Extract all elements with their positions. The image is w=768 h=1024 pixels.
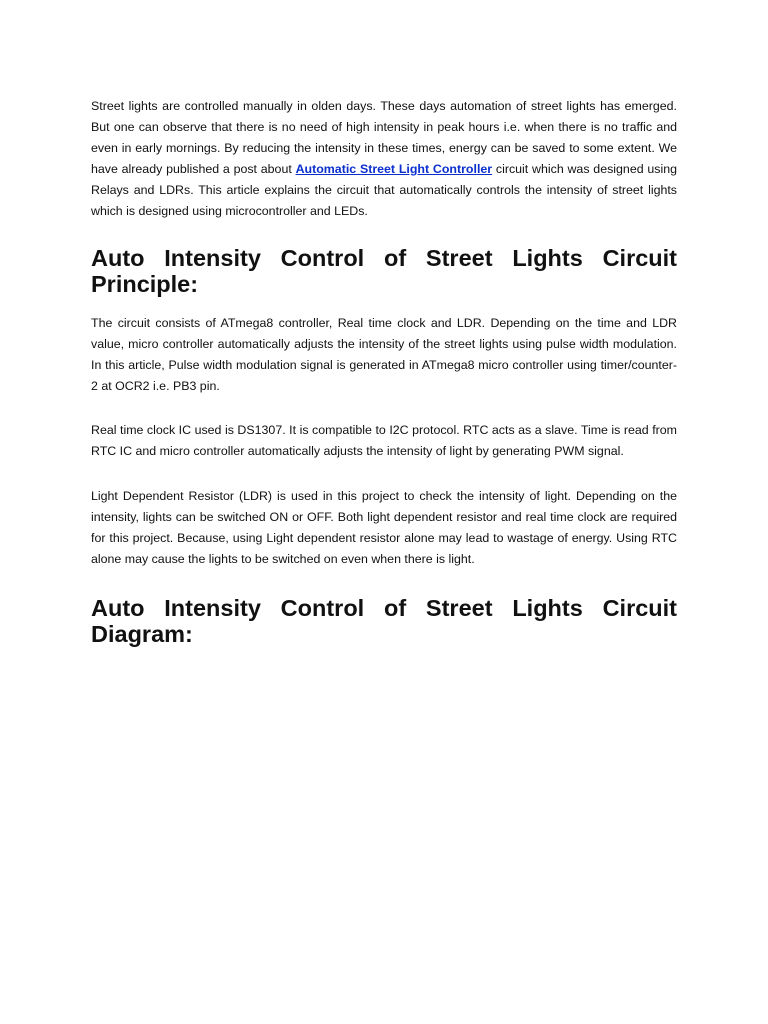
- intro-text-after-link: circuit which was designed using Relays and LDRs. This article explains the circuit that automatically controls the intensity of street lights which is designed using microcontroller and LEDs.: [91, 162, 678, 218]
- principle-paragraph-3: Light Dependent Resistor (LDR) is used in this project to check the intensity of light. Depending on the intensity, lights can be switched ON or OFF. Both light dependent resistor and real time clock are required for this project. Because, using Light dependent resistor alone may lead to wastage of energy. Using RTC alone may cause the lights to be switched on even when there is light.: [91, 489, 677, 566]
- intro-paragraph: [91, 96, 677, 222]
- diagram-heading: Auto Intensity Control of Street Lights Circuit Diagram:: [91, 595, 677, 647]
- principle-heading: Auto Intensity Control of Street Lights Circuit Principle:: [91, 245, 677, 297]
- document-page: [91, 96, 677, 647]
- principle-paragraph-1: The circuit consists of ATmega8 controller, Real time clock and LDR. Depending on the time and LDR value, micro controller automatically adjusts the intensity of the street lights using pulse width modulation. In this article, Pulse width modulation signal is generated in ATmega8 micro controller using timer/counter-2 at OCR2 i.e. PB3 pin.: [91, 316, 677, 393]
- automatic-street-light-controller-link[interactable]: Automatic Street Light Controller: [295, 162, 493, 176]
- principle-paragraph-2: Real time clock IC used is DS1307. It is compatible to I2C protocol. RTC acts as a slave. Time is read from RTC IC and micro controller automatically adjusts the intensity of light by generating PWM signal.: [91, 423, 677, 458]
- intro-text-before-link: Street lights are controlled manually in olden days. These days automation of street lights has emerged. But one can observe that there is no need of high intensity in peak hours i.e. when there is no traffic and even in early mornings. By reducing the intensity in these times, energy can be saved to some extent. We have already published a post about: [91, 99, 677, 176]
